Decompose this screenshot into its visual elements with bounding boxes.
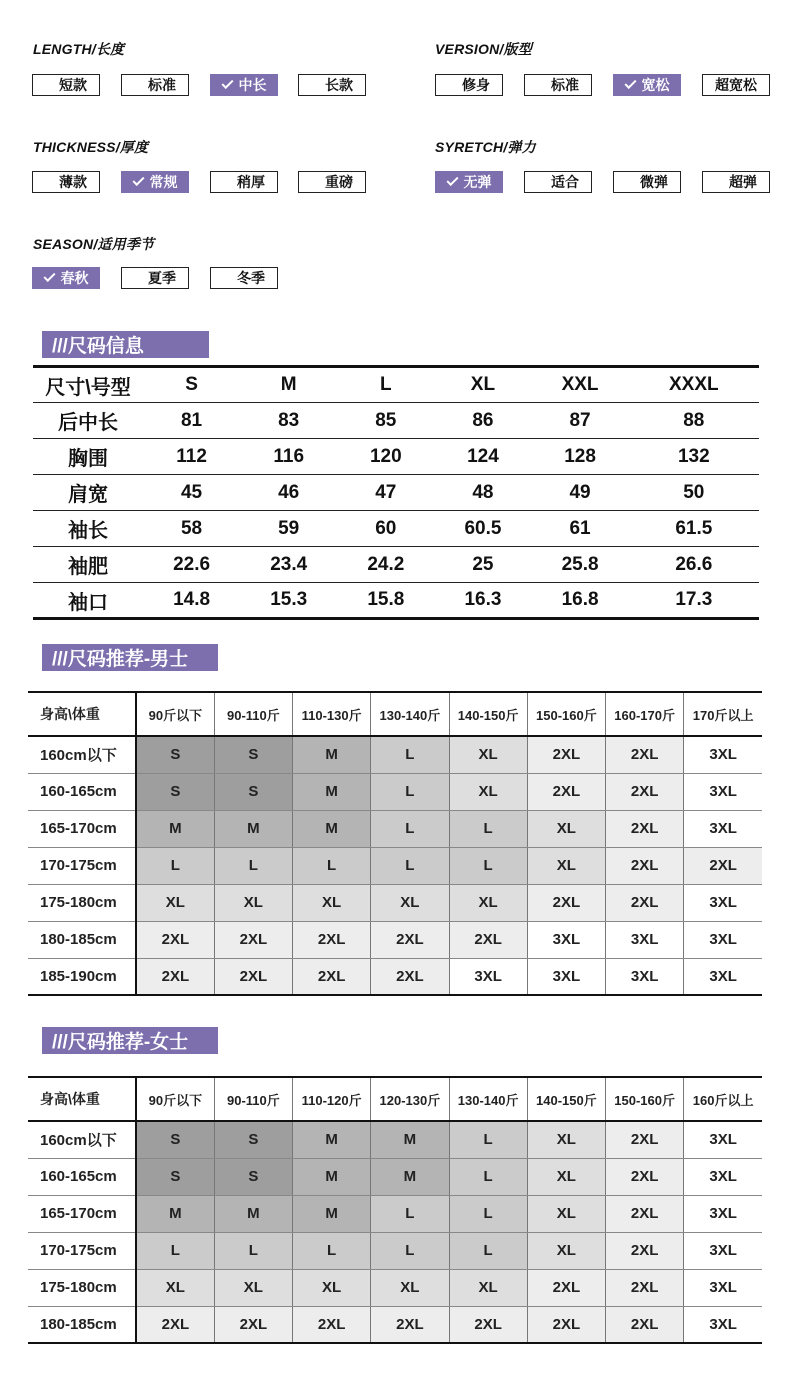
- option-label: 修身: [462, 77, 490, 93]
- size-cell: XL: [214, 1269, 292, 1306]
- size-cell: M: [371, 1121, 449, 1158]
- table-cell: 58: [143, 511, 240, 547]
- table-cell: 124: [434, 439, 531, 475]
- size-cell: 2XL: [606, 1158, 684, 1195]
- table-row: [28, 1269, 762, 1306]
- table-cell: 26.6: [629, 547, 759, 583]
- season-option[interactable]: [32, 267, 100, 289]
- size-cell: 2XL: [606, 884, 684, 921]
- size-cell: S: [214, 773, 292, 810]
- size-cell: 2XL: [371, 958, 449, 995]
- header-cell: 110-130斤: [293, 692, 371, 736]
- row-label: 170-175cm: [28, 847, 136, 884]
- size-cell: L: [449, 1158, 527, 1195]
- header-cell: 身高\体重: [28, 1077, 136, 1121]
- size-cell: XL: [527, 1158, 605, 1195]
- size-cell: XL: [214, 884, 292, 921]
- row-label: 170-175cm: [28, 1232, 136, 1269]
- women-size-table: [28, 1076, 762, 1344]
- size-cell: XL: [527, 810, 605, 847]
- size-cell: XL: [449, 1269, 527, 1306]
- option-label: 微弹: [640, 174, 668, 190]
- size-cell: 2XL: [527, 736, 605, 773]
- header-cell: 90-110斤: [214, 692, 292, 736]
- header-cell: 120-130斤: [371, 1077, 449, 1121]
- header-cell: 150-160斤: [527, 692, 605, 736]
- option-label: 冬季: [237, 270, 265, 286]
- size-cell: 2XL: [214, 958, 292, 995]
- header-cell: 130-140斤: [371, 692, 449, 736]
- table-cell: 25.8: [532, 547, 629, 583]
- table-row: [28, 1158, 762, 1195]
- size-cell: M: [214, 810, 292, 847]
- size-cell: XL: [136, 1269, 214, 1306]
- header-cell: L: [337, 367, 434, 403]
- size-cell: XL: [293, 1269, 371, 1306]
- table-cell: 86: [434, 403, 531, 439]
- length-title: LENGTH/长度: [33, 41, 125, 57]
- size-cell: 2XL: [214, 1306, 292, 1343]
- size-cell: S: [136, 1158, 214, 1195]
- check-icon: [43, 270, 55, 282]
- table-cell: 46: [240, 475, 337, 511]
- size-cell: L: [214, 847, 292, 884]
- row-label: 160-165cm: [28, 773, 136, 810]
- option-label: 常规: [149, 174, 178, 190]
- size-cell: L: [371, 1195, 449, 1232]
- header-cell: 90斤以下: [136, 1077, 214, 1121]
- size-cell: 3XL: [606, 921, 684, 958]
- size-cell: 2XL: [449, 1306, 527, 1343]
- option-label: 适合: [551, 174, 579, 190]
- size-cell: 3XL: [684, 1121, 762, 1158]
- header-cell: XXXL: [629, 367, 759, 403]
- table-cell: 60.5: [434, 511, 531, 547]
- size-cell: 2XL: [527, 773, 605, 810]
- size-cell: XL: [371, 884, 449, 921]
- header-cell: 140-150斤: [449, 692, 527, 736]
- size-cell: L: [136, 847, 214, 884]
- row-label: 袖长: [33, 511, 143, 547]
- size-cell: 3XL: [527, 958, 605, 995]
- table-header-row: [33, 367, 759, 403]
- table-row: [33, 403, 759, 439]
- size-cell: XL: [527, 1195, 605, 1232]
- header-cell: 110-120斤: [293, 1077, 371, 1121]
- option-label: 中长: [238, 77, 267, 93]
- size-cell: 2XL: [449, 921, 527, 958]
- table-cell: 59: [240, 511, 337, 547]
- table-cell: 45: [143, 475, 240, 511]
- table-cell: 87: [532, 403, 629, 439]
- size-cell: 3XL: [606, 958, 684, 995]
- size-cell: L: [449, 1195, 527, 1232]
- table-row: [28, 847, 762, 884]
- header-cell: S: [143, 367, 240, 403]
- row-label: 160cm以下: [28, 1121, 136, 1158]
- version-option[interactable]: [524, 74, 592, 96]
- row-label: 165-170cm: [28, 1195, 136, 1232]
- size-cell: XL: [293, 884, 371, 921]
- men-banner: ///尺码推荐-男士: [42, 644, 218, 671]
- table-cell: 50: [629, 475, 759, 511]
- header-cell: 身高\体重: [28, 692, 136, 736]
- option-label: 超宽松: [715, 77, 757, 93]
- row-label: 胸围: [33, 439, 143, 475]
- row-label: 185-190cm: [28, 958, 136, 995]
- table-row: [33, 583, 759, 619]
- size-cell: L: [293, 1232, 371, 1269]
- table-row: [33, 511, 759, 547]
- size-cell: 2XL: [371, 1306, 449, 1343]
- table-row: [28, 810, 762, 847]
- row-label: 175-180cm: [28, 884, 136, 921]
- size-cell: 3XL: [449, 958, 527, 995]
- header-cell: 170斤以上: [684, 692, 762, 736]
- header-cell: 160-170斤: [606, 692, 684, 736]
- option-label: 标准: [148, 77, 176, 93]
- size-cell: S: [214, 1158, 292, 1195]
- thickness-option[interactable]: [32, 171, 100, 193]
- size-cell: XL: [449, 773, 527, 810]
- option-label: 标准: [551, 77, 579, 93]
- option-label: 短款: [59, 77, 87, 93]
- table-cell: 61: [532, 511, 629, 547]
- table-cell: 83: [240, 403, 337, 439]
- row-label: 180-185cm: [28, 1306, 136, 1343]
- table-cell: 112: [143, 439, 240, 475]
- table-cell: 17.3: [629, 583, 759, 619]
- stretch-option[interactable]: [613, 171, 681, 193]
- header-cell: 160斤以上: [684, 1077, 762, 1121]
- size-cell: XL: [527, 847, 605, 884]
- season-option[interactable]: [210, 267, 278, 289]
- row-label: 后中长: [33, 403, 143, 439]
- table-header-row: [28, 692, 762, 736]
- table-cell: 81: [143, 403, 240, 439]
- table-row: [28, 736, 762, 773]
- size-cell: 2XL: [136, 921, 214, 958]
- table-row: [28, 958, 762, 995]
- size-cell: L: [371, 773, 449, 810]
- table-cell: 22.6: [143, 547, 240, 583]
- table-cell: 24.2: [337, 547, 434, 583]
- size-cell: 2XL: [214, 921, 292, 958]
- option-label: 超弹: [729, 174, 757, 190]
- size-cell: L: [449, 847, 527, 884]
- size-cell: 3XL: [527, 921, 605, 958]
- version-option[interactable]: [702, 74, 770, 96]
- table-cell: 85: [337, 403, 434, 439]
- stretch-option[interactable]: [435, 171, 503, 193]
- row-label: 袖肥: [33, 547, 143, 583]
- size-cell: 3XL: [684, 1269, 762, 1306]
- stretch-option[interactable]: [524, 171, 592, 193]
- table-cell: 16.3: [434, 583, 531, 619]
- table-header-row: [28, 1077, 762, 1121]
- option-label: 宽松: [641, 77, 670, 93]
- check-icon: [132, 174, 144, 186]
- table-cell: 120: [337, 439, 434, 475]
- size-cell: XL: [449, 736, 527, 773]
- header-cell: XXL: [532, 367, 629, 403]
- size-cell: L: [371, 1232, 449, 1269]
- size-cell: L: [371, 847, 449, 884]
- size-cell: M: [136, 810, 214, 847]
- men-size-table: [28, 691, 762, 996]
- size-cell: M: [293, 773, 371, 810]
- size-cell: L: [371, 810, 449, 847]
- size-cell: 3XL: [684, 884, 762, 921]
- table-row: [33, 547, 759, 583]
- size-cell: 3XL: [684, 1232, 762, 1269]
- row-label: 160-165cm: [28, 1158, 136, 1195]
- stretch-title: SYRETCH/弹力: [435, 139, 536, 155]
- thickness-option[interactable]: [121, 171, 189, 193]
- size-cell: 3XL: [684, 921, 762, 958]
- length-option[interactable]: [298, 74, 366, 96]
- size-cell: M: [293, 1121, 371, 1158]
- size-cell: S: [136, 736, 214, 773]
- check-icon: [624, 77, 636, 89]
- size-cell: 2XL: [527, 1306, 605, 1343]
- table-row: [33, 475, 759, 511]
- size-cell: 3XL: [684, 773, 762, 810]
- row-label: 袖口: [33, 583, 143, 619]
- table-row: [28, 773, 762, 810]
- size-cell: XL: [449, 884, 527, 921]
- size-cell: 2XL: [606, 1232, 684, 1269]
- season-option[interactable]: [121, 267, 189, 289]
- thickness-option[interactable]: [298, 171, 366, 193]
- size-cell: 3XL: [684, 736, 762, 773]
- size-cell: 3XL: [684, 1195, 762, 1232]
- option-label: 长款: [325, 77, 353, 93]
- size-cell: 2XL: [371, 921, 449, 958]
- size-cell: 2XL: [606, 736, 684, 773]
- option-label: 薄款: [59, 174, 87, 190]
- size-cell: 2XL: [684, 847, 762, 884]
- header-cell: M: [240, 367, 337, 403]
- table-cell: 132: [629, 439, 759, 475]
- size-cell: S: [214, 1121, 292, 1158]
- table-cell: 15.3: [240, 583, 337, 619]
- table-cell: 23.4: [240, 547, 337, 583]
- size-cell: S: [214, 736, 292, 773]
- header-cell: 130-140斤: [449, 1077, 527, 1121]
- table-row: [28, 884, 762, 921]
- size-cell: 2XL: [606, 847, 684, 884]
- size-cell: 2XL: [606, 1269, 684, 1306]
- option-label: 稍厚: [237, 174, 265, 190]
- table-row: [28, 921, 762, 958]
- table-cell: 88: [629, 403, 759, 439]
- check-icon: [446, 174, 458, 186]
- option-label: 春秋: [60, 270, 89, 286]
- size-cell: 2XL: [136, 1306, 214, 1343]
- stretch-option[interactable]: [702, 171, 770, 193]
- size-cell: L: [449, 1232, 527, 1269]
- row-label: 肩宽: [33, 475, 143, 511]
- size-cell: 2XL: [606, 1195, 684, 1232]
- table-cell: 48: [434, 475, 531, 511]
- header-cell: XL: [434, 367, 531, 403]
- size-cell: 2XL: [527, 1269, 605, 1306]
- size-cell: L: [293, 847, 371, 884]
- size-cell: XL: [371, 1269, 449, 1306]
- table-row: [28, 1121, 762, 1158]
- size-cell: M: [214, 1195, 292, 1232]
- table-row: [28, 1195, 762, 1232]
- size-cell: 2XL: [293, 958, 371, 995]
- size-cell: 3XL: [684, 1158, 762, 1195]
- table-cell: 15.8: [337, 583, 434, 619]
- table-cell: 49: [532, 475, 629, 511]
- size-cell: 2XL: [527, 884, 605, 921]
- table-cell: 47: [337, 475, 434, 511]
- row-label: 160cm以下: [28, 736, 136, 773]
- size-cell: 3XL: [684, 958, 762, 995]
- header-cell: 尺寸\号型: [33, 367, 143, 403]
- option-label: 重磅: [325, 174, 353, 190]
- table-row: [33, 439, 759, 475]
- table-cell: 60: [337, 511, 434, 547]
- length-option[interactable]: [32, 74, 100, 96]
- size-cell: XL: [527, 1232, 605, 1269]
- table-cell: 116: [240, 439, 337, 475]
- option-label: 夏季: [148, 270, 176, 286]
- size-cell: M: [293, 736, 371, 773]
- header-cell: 90斤以下: [136, 692, 214, 736]
- size-cell: 3XL: [684, 1306, 762, 1343]
- size-cell: 2XL: [606, 1121, 684, 1158]
- size-cell: 2XL: [606, 1306, 684, 1343]
- row-label: 165-170cm: [28, 810, 136, 847]
- version-title: VERSION/版型: [435, 41, 532, 57]
- size-cell: L: [214, 1232, 292, 1269]
- season-title: SEASON/适用季节: [33, 236, 155, 252]
- length-option[interactable]: [210, 74, 278, 96]
- size-cell: M: [293, 810, 371, 847]
- table-cell: 16.8: [532, 583, 629, 619]
- option-label: 无弹: [463, 174, 492, 190]
- size-cell: L: [371, 736, 449, 773]
- size-cell: L: [449, 810, 527, 847]
- women-banner: ///尺码推荐-女士: [42, 1027, 218, 1054]
- table-row: [28, 1306, 762, 1343]
- table-cell: 128: [532, 439, 629, 475]
- length-option[interactable]: [121, 74, 189, 96]
- size-cell: M: [136, 1195, 214, 1232]
- header-cell: 140-150斤: [527, 1077, 605, 1121]
- size-cell: L: [136, 1232, 214, 1269]
- size-info-table: [33, 365, 759, 620]
- size-cell: XL: [136, 884, 214, 921]
- header-cell: 150-160斤: [606, 1077, 684, 1121]
- size-cell: 2XL: [136, 958, 214, 995]
- table-row: [28, 1232, 762, 1269]
- version-option[interactable]: [435, 74, 503, 96]
- size-info-banner: ///尺码信息: [42, 331, 209, 358]
- size-cell: 2XL: [606, 773, 684, 810]
- size-cell: 2XL: [606, 810, 684, 847]
- thickness-option[interactable]: [210, 171, 278, 193]
- size-cell: 2XL: [293, 1306, 371, 1343]
- header-cell: 90-110斤: [214, 1077, 292, 1121]
- size-cell: XL: [527, 1121, 605, 1158]
- version-option[interactable]: [613, 74, 681, 96]
- size-cell: M: [371, 1158, 449, 1195]
- thickness-title: THICKNESS/厚度: [33, 139, 149, 155]
- size-cell: S: [136, 773, 214, 810]
- row-label: 175-180cm: [28, 1269, 136, 1306]
- table-cell: 14.8: [143, 583, 240, 619]
- size-cell: M: [293, 1158, 371, 1195]
- check-icon: [221, 77, 233, 89]
- table-cell: 25: [434, 547, 531, 583]
- row-label: 180-185cm: [28, 921, 136, 958]
- size-cell: 3XL: [684, 810, 762, 847]
- table-cell: 61.5: [629, 511, 759, 547]
- size-cell: S: [136, 1121, 214, 1158]
- size-cell: L: [449, 1121, 527, 1158]
- size-cell: M: [293, 1195, 371, 1232]
- size-cell: 2XL: [293, 921, 371, 958]
